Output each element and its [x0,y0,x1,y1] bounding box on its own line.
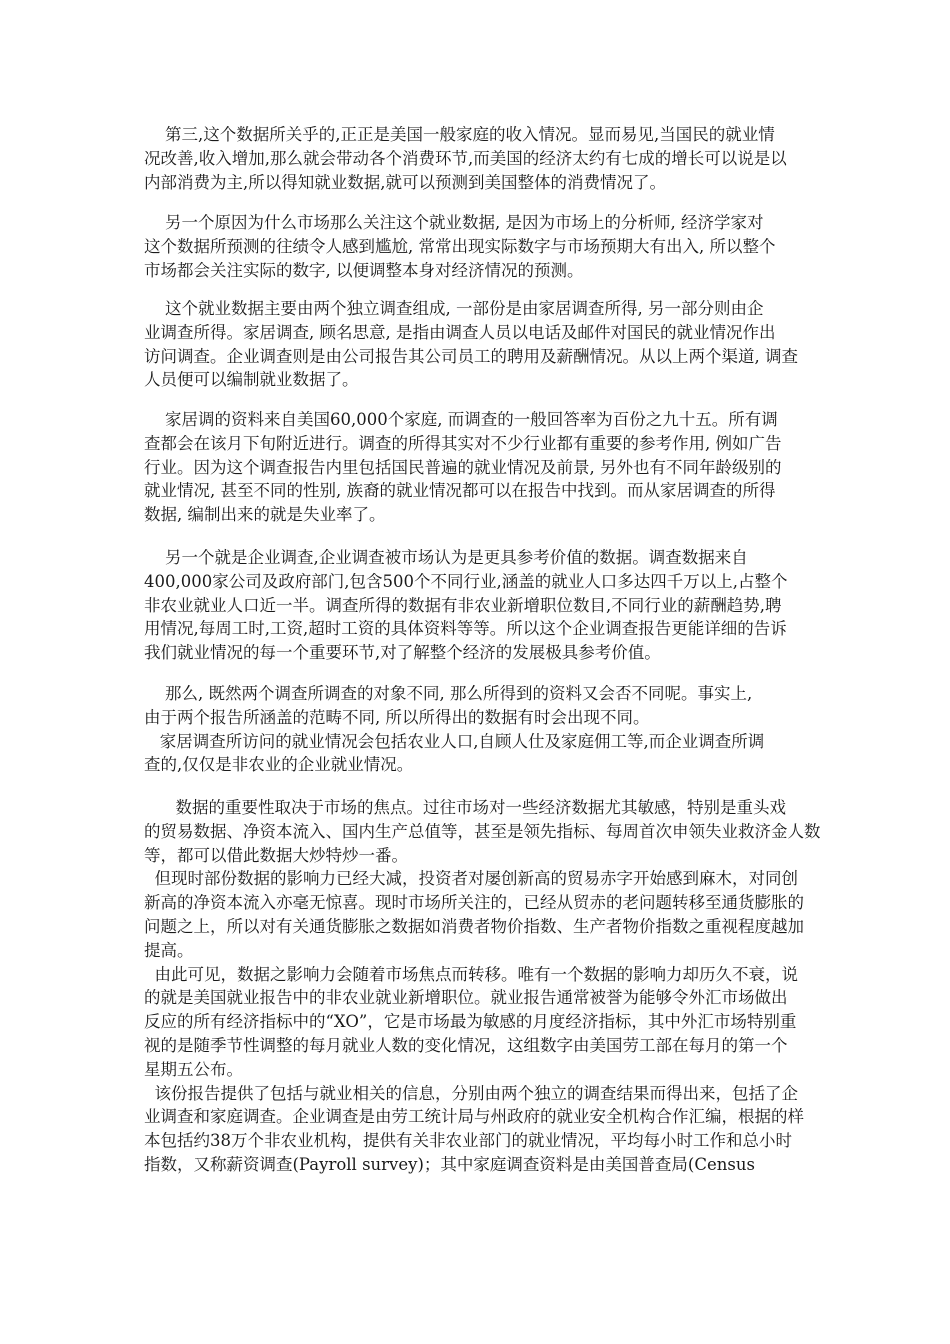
text-line: 行业。因为这个调查报告内里包括国民普遍的就业情况及前景, 另外也有不同年龄级别的 [144,457,782,477]
text-line: 人员便可以编制就业数据了。 [144,370,359,390]
text-line: 第三,这个数据所关乎的,正正是美国一般家庭的收入情况。显而易见,当国民的就业情 [144,125,775,144]
text-line: 访问调查。企业调查则是由公司报告其公司员工的聘用及薪酬情况。从以上两个渠道, 调查 [144,346,798,366]
paragraph-1 [144,123,804,194]
text-line: 新高的净资本流入亦毫无惊喜。现时市场所关注的，已经从贸赤的老问题转移至通货膨胀的 [144,893,804,913]
paragraph-5 [144,546,804,665]
text-line: 业调查所得。家居调查, 顾名思意, 是指由调查人员以电话及邮件对国民的就业情况作出 [144,322,776,342]
text-line: 由此可见，数据之影响力会随着市场焦点而转移。唯有一个数据的影响力却历久不衰，说 [144,964,798,984]
text-line: 查的,仅仅是非农业的企业就业情况。 [144,755,414,775]
text-line: 市场都会关注实际的数字, 以便调整本身对经济情况的预测。 [144,260,584,280]
text-line: 400,000家公司及政府部门,包含500个不同行业,涵盖的就业人口多达四千万以上,占整个 [144,571,788,591]
text-line: 问题之上，所以对有关通货膨胀之数据如消费者物价指数、生产者物价指数之重视程度越加 [144,916,804,936]
text-line: 家居调的资料来自美国60,000个家庭, 而调查的一般回答率为百份之九十五。所有调 [144,410,778,429]
text-line: 家居调查所访问的就业情况会包括农业人口,自顾人仕及家庭佣工等,而企业调查所调 [144,731,765,751]
text-line: 数据的重要性取决于市场的焦点。过往市场对一些经济数据尤其敏感，特别是重头戏 [144,798,786,817]
text-line: 用情况,每周工时,工资,超时工资的具体资料等等。所以这个企业调查报告更能详细的告诉 [144,619,787,639]
text-line: 提高。 [144,940,194,960]
text-line: 星期五公布。 [144,1059,243,1079]
text-line: 就业情况, 甚至不同的性别, 族裔的就业情况都可以在报告中找到。而从家居调查的所得 [144,481,776,501]
text-line: 另一个原因为什么市场那么关注这个就业数据, 是因为市场上的分析师, 经济学家对 [144,213,764,232]
text-line: 我们就业情况的每一个重要环节,对了解整个经济的发展极具参考价值。 [144,643,661,663]
text-line: 这个就业数据主要由两个独立调查组成, 一部份是由家居调查所得, 另一部分则由企 [144,299,764,318]
text-line: 的就是美国就业报告中的非农业就业新增职位。就业报告通常被誉为能够令外汇市场做出 [144,988,788,1008]
text-line: 另一个就是企业调查,企业调查被市场认为是更具参考价值的数据。调查数据来自 [144,548,748,567]
text-line: 数据, 编制出来的就是失业率了。 [144,505,386,525]
text-line: 视的是随季节性调整的每月就业人数的变化情况，这组数字由美国劳工部在每月的第一个 [144,1035,788,1055]
text-line: 查都会在该月下旬附近进行。调查的所得其实对不少行业都有重要的参考作用, 例如广告 [144,433,782,453]
text-line: 指数，又称薪资调查(Payroll survey)；其中家庭调查资料是由美国普查局(Census [144,1154,755,1174]
text-line: 非农业就业人口近一半。调查所得的数据有非农业新增职位数目,不同行业的薪酬趋势,聘 [144,595,782,615]
text-line: 等，都可以借此数据大炒特炒一番。 [144,845,408,865]
paragraph-3 [144,297,804,392]
text-line: 这个数据所预测的往绩令人感到尴尬, 常常出现实际数字与市场预期大有出入, 所以整个 [144,236,776,256]
text-line: 那么, 既然两个调查所调查的对象不同, 那么所得到的资料又会否不同呢。事实上, [144,684,753,703]
text-line: 业调查和家庭调查。企业调查是由劳工统计局与州政府的就业安全机构合作汇编，根据的样 [144,1107,804,1127]
text-line: 的贸易数据、净资本流入、国内生产总值等，甚至是领先指标、每周首次申领失业救济金人数 [144,821,821,841]
paragraph-4 [144,408,804,527]
text-line: 况改善,收入增加,那么就会带动各个消费环节,而美国的经济太约有七成的增长可以说是以 [144,148,787,168]
text-line: 该份报告提供了包括与就业相关的信息，分别由两个独立的调查结果而得出来，包括了企 [144,1083,798,1103]
text-line: 但现时部份数据的影响力已经大减，投资者对屡创新高的贸易赤字开始感到麻木，对同创 [144,869,798,889]
text-line: 本包括约38万个非农业机构，提供有关非农业部门的就业情况，平均每小时工作和总小时 [144,1131,792,1151]
text-line: 反应的所有经济指标中的“XO”，它是市场最为敏感的月度经济指标，其中外汇市场特别重 [144,1012,797,1032]
paragraph-2 [144,211,804,282]
paragraph-7 [144,796,821,1177]
text-line: 由于两个报告所涵盖的范畴不同, 所以所得出的数据有时会出现不同。 [144,707,650,727]
paragraph-6 [144,682,804,777]
text-line: 内部消费为主,所以得知就业数据,就可以预测到美国整体的消费情况了。 [144,172,666,192]
